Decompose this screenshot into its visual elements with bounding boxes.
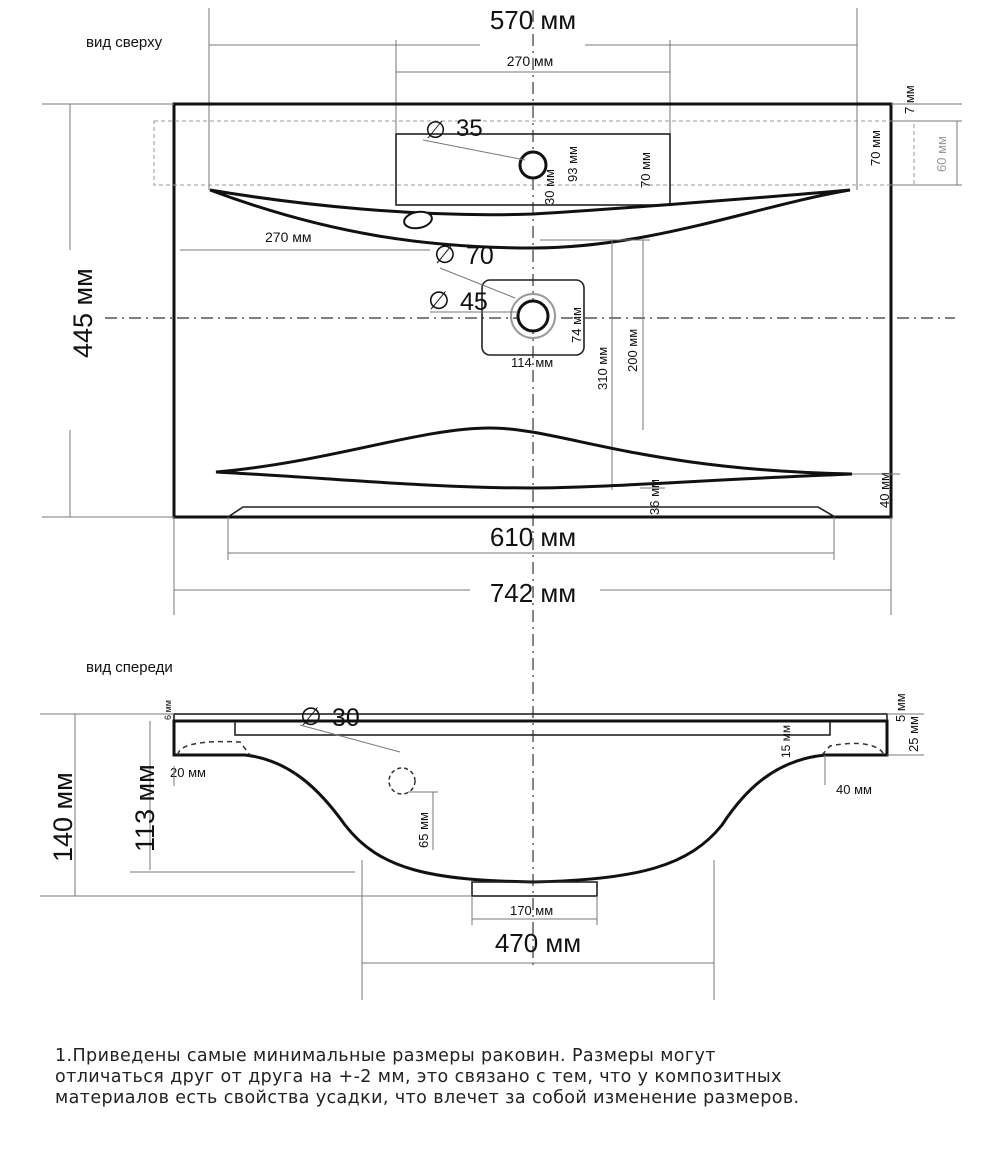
dim-70-side: 70 мм	[868, 130, 883, 166]
footnote-line-3: материалов есть свойства усадки, что влечет за собой изменение размеров.	[55, 1088, 800, 1108]
dim-f-15: 15 мм	[779, 724, 793, 758]
top-view-label: вид сверху	[86, 34, 163, 51]
left-dashed-edge	[178, 742, 250, 755]
dim-f-25: 25 мм	[906, 716, 921, 752]
front-drain-neck	[472, 882, 597, 896]
right-dashed-edge	[822, 743, 884, 755]
dim-742: 742 мм	[489, 578, 577, 608]
bowl-front-edge	[216, 428, 852, 488]
dim-f-20: 20 мм	[170, 765, 206, 780]
dim-drain-200: 200 мм	[625, 328, 640, 372]
diameter-symbol-70: ∅	[434, 241, 456, 269]
dim-30: 30 мм	[542, 169, 557, 205]
footnote-line-2: отличаться друг от друга на +-2 мм, это связано с тем, что у композитных	[55, 1067, 782, 1087]
footnote	[55, 1046, 955, 1109]
dim-570: 570 мм	[489, 5, 577, 35]
dim-front-36: 36 мм	[647, 479, 662, 515]
dim-f-5: 5 мм	[893, 693, 908, 722]
dim-f-6: 6 мм	[163, 700, 173, 720]
front-view-label: вид спереди	[86, 659, 173, 676]
dim-drain-74: 74 мм	[569, 307, 584, 343]
dim-f-470: 470 мм	[494, 928, 582, 958]
dim-270-top: 270 мм	[506, 53, 554, 69]
diameter-symbol-45: ∅	[428, 287, 450, 315]
dim-35: 35	[456, 115, 483, 142]
dim-270-left: 270 мм	[265, 229, 312, 245]
dim-7-side: 7 мм	[902, 85, 917, 114]
dim-drain-114: 114 мм	[511, 355, 554, 370]
footnote-line-1: 1.Приведены самые минимальные размеры раковин. Размеры могут	[55, 1046, 716, 1066]
front-overflow-hole	[389, 768, 415, 794]
dim-f-113: 113 мм	[130, 764, 160, 852]
dim-f-140: 140 мм	[48, 772, 78, 862]
diameter-symbol-30: ∅	[300, 703, 322, 731]
diameter-symbol-35: ∅	[425, 117, 446, 144]
dim-front-40: 40 мм	[877, 472, 892, 508]
dim-f-30: 30	[332, 704, 360, 732]
dim-93: 93 мм	[565, 146, 580, 182]
dim-drain-45: 45	[460, 288, 488, 316]
dim-f-170: 170 мм	[510, 903, 554, 918]
dim-f-65: 65 мм	[416, 812, 431, 848]
dim-drain-310: 310 мм	[595, 346, 610, 390]
dim-60-side: 60 мм	[934, 136, 949, 172]
dim-445: 445 мм	[68, 268, 98, 358]
dim-610: 610 мм	[489, 522, 577, 552]
dim-drain-70: 70	[466, 242, 494, 270]
drain-hole	[518, 301, 548, 331]
dim-70-block: 70 мм	[638, 152, 653, 188]
dim-f-40: 40 мм	[836, 782, 872, 797]
